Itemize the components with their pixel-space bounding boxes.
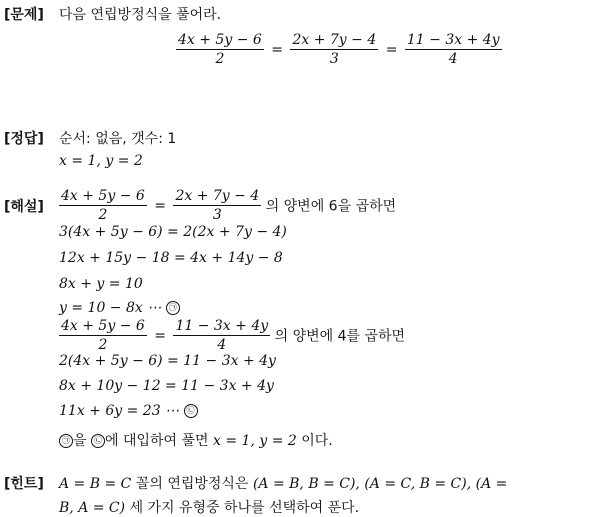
hint-line-1: A = B = C 꼴의 연립방정식은 (A = B, B = C), (A = C, B = C), (A = bbox=[59, 476, 508, 492]
problem-fraction-2: $\frac{2x + 7y - 4}{3}$ bbox=[292, 32, 377, 67]
explanation-step-6: 8x + 10y − 12 = 11 − 3x + 4y bbox=[59, 378, 274, 394]
explanation-conclusion: ㉠ 을 ㉡ 에 대입하여 풀면 x = 1, y = 2 이다. bbox=[59, 430, 333, 450]
explanation-step-intro-2: $\frac{4x + 5y - 6}{2}$ = $\frac{11 - 3x + 4y}{4}$ 의 양변에 4를 곱하면 bbox=[61, 318, 406, 353]
explanation-tag: [해설] bbox=[4, 199, 44, 215]
answer-line-1: 순서: 없음, 갯수: 1 bbox=[59, 131, 177, 147]
explanation-step-3: 8x + y = 10 bbox=[59, 276, 143, 292]
explanation-step-5: 2(4x + 5y − 6) = 11 − 3x + 4y bbox=[59, 353, 276, 369]
explanation-step-1: 3(4x + 5y − 6) = 2(2x + 7y − 4) bbox=[59, 224, 287, 240]
explanation-fraction-4: $\frac{11 - 3x + 4y}{4}$ bbox=[175, 318, 269, 353]
problem-tag: [문제] bbox=[4, 7, 44, 23]
explanation-fraction-2: $\frac{2x + 7y - 4}{3}$ bbox=[175, 188, 260, 223]
problem-equation: $\frac{4x + 5y - 6}{2}$ = $\frac{2x + 7y - 4}{3}$ = $\frac{11 - 3x + 4y}{4}$ bbox=[178, 32, 500, 67]
problem-fraction-1: $\frac{4x + 5y - 6}{2}$ bbox=[178, 32, 262, 67]
explanation-step-4: y = 10 − 8x ⋯ ㉠ bbox=[59, 300, 180, 316]
explanation-step-intro-1: $\frac{4x + 5y - 6}{2}$ = $\frac{2x + 7y - 4}{3}$ 의 양변에 6을 곱하면 bbox=[61, 188, 397, 223]
explanation-fraction-3: $\frac{4x + 5y - 6}{2}$ bbox=[61, 318, 145, 353]
explanation-fraction-1: $\frac{4x + 5y - 6}{2}$ bbox=[61, 188, 145, 223]
problem-text: 다음 연립방정식을 풀어라. bbox=[59, 7, 222, 23]
answer-tag: [정답] bbox=[4, 131, 44, 147]
answer-line-2: x = 1, y = 2 bbox=[59, 153, 143, 169]
hint-line-2: B, A = C) 세 가지 유형중 하나를 선택하여 푼다. bbox=[59, 500, 360, 516]
problem-fraction-3: $\frac{11 - 3x + 4y}{4}$ bbox=[406, 32, 500, 67]
circle-mark-1: ㉠ bbox=[166, 301, 180, 315]
hint-tag: [힌트] bbox=[4, 476, 44, 492]
explanation-step-2: 12x + 15y − 18 = 4x + 14y − 8 bbox=[59, 250, 283, 266]
explanation-step-7: 11x + 6y = 23 ⋯ ㉡ bbox=[59, 403, 198, 419]
circle-mark-1-ref: ㉠ bbox=[59, 434, 73, 448]
circle-mark-2: ㉡ bbox=[184, 404, 198, 418]
circle-mark-2-ref: ㉡ bbox=[91, 434, 105, 448]
